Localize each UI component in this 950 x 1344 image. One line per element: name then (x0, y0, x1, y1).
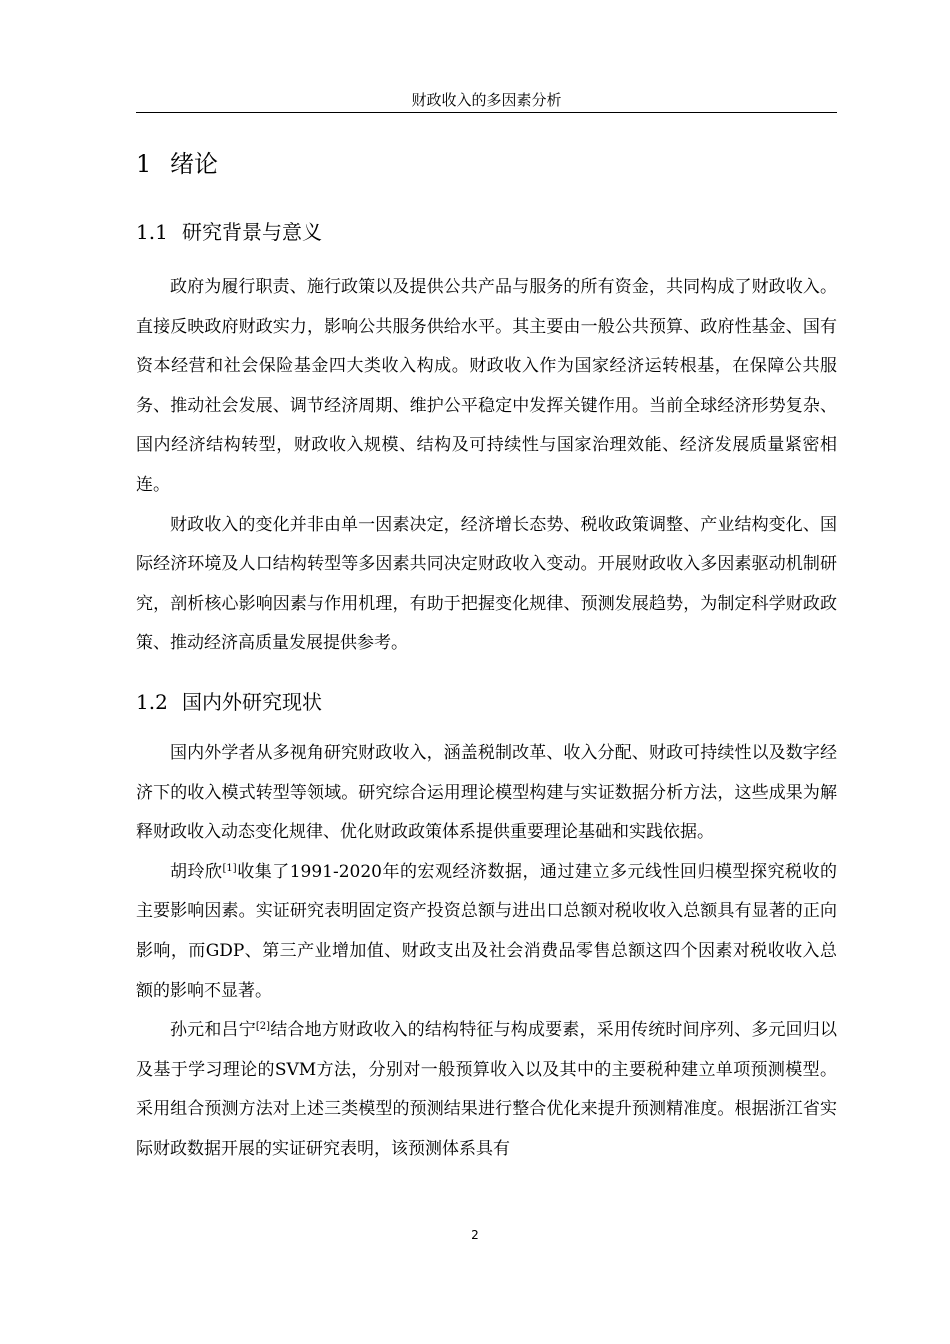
section-number: 1.1 (136, 220, 168, 244)
citation-ref[interactable]: [1] (222, 862, 237, 874)
citation-text: 结合地方财政收入的结构特征与构成要素，采用传统时间序列、多元回归以及基于学习理论的SVM方法，分别对一般预算收入以及其中的主要税种建立单项预测模型。采用组合预测方法对上述三类模型的预测结果进行整合优化来提升预测精准度。根据浙江省实际财政数据开展的实证研究表明，该预测体系具有 (136, 1020, 838, 1159)
section-number: 1.2 (136, 689, 168, 714)
section-heading-1-1 (136, 216, 837, 248)
section-title: 研究背景与意义 (182, 220, 322, 244)
citation-paragraph (136, 853, 837, 1011)
page-body (136, 144, 837, 1169)
section-title: 国内外研究现状 (182, 689, 322, 714)
paragraph: 政府为履行职责、施行政策以及提供公共产品与服务的所有资金，共同构成了财政收入。直接反映政府财政实力，影响公共服务供给水平。其主要由一般公共预算、政府性基金、国有资本经营和社会保险基金四大类收入构成。财政收入作为国家经济运转根基，在保障公共服务、推动社会发展、调节经济周期、维护公平稳定中发挥关键作用。当前全球经济形势复杂、国内经济结构转型，财政收入规模、结构及可持续性与国家治理效能、经济发展质量紧密相连。 (136, 277, 837, 495)
citation-author: 胡玲欣 (170, 861, 223, 882)
citation-text: 收集了1991-2020年的宏观经济数据，通过建立多元线性回归模型探究税收的主要影响因素。实证研究表明固定资产投资总额与进出口总额对税收收入总额具有显著的正向影响，而GDP、第三产业增加值、财政支出及社会消费品零售总额这四个因素对税收收入总额的影响不显著。 (136, 861, 838, 1001)
chapter-title: 绪论 (170, 150, 218, 178)
page-number: 2 (471, 1228, 479, 1242)
header-rule (136, 112, 837, 113)
chapter-heading (136, 144, 837, 184)
citation-paragraph (136, 1011, 837, 1169)
paragraph: 财政收入的变化并非由单一因素决定，经济增长态势、税收政策调整、产业结构变化、国际经济环境及人口结构转型等多因素共同决定财政收入变动。开展财政收入多因素驱动机制研究，剖析核心影响因素与作用机理，有助于把握变化规律、预测发展趋势，为制定科学财政政策、推动经济高质量发展提供参考。 (136, 514, 837, 654)
chapter-number: 1 (136, 150, 152, 178)
citation-ref[interactable]: [2] (255, 1021, 271, 1033)
paragraph: 国内外学者从多视角研究财政收入，涵盖税制改革、收入分配、财政可持续性以及数字经济下的收入模式转型等领域。研究综合运用理论模型构建与实证数据分析方法，这些成果为解释财政收入动态变化规律、优化财政政策体系提供重要理论基础和实践依据。 (136, 742, 837, 843)
section-heading-1-2 (136, 686, 837, 718)
citation-author: 孙元和吕宁 (170, 1020, 256, 1041)
running-header: 财政收入的多因素分析 (411, 91, 562, 109)
